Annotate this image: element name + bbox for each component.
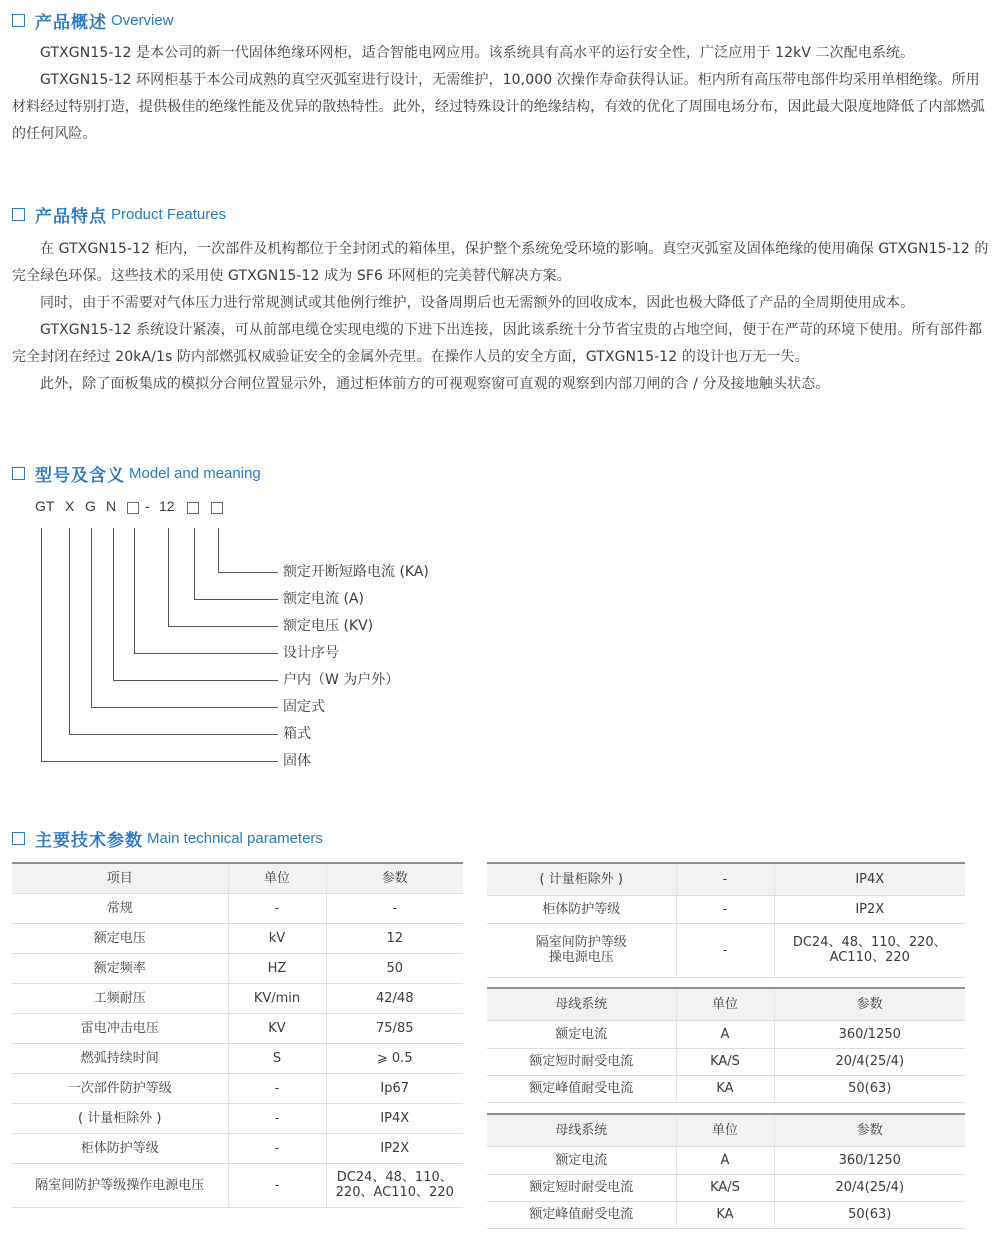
table-header-cell: 单位	[676, 1114, 774, 1146]
features-title-zh: 产品特点	[35, 206, 107, 227]
table-cell: A	[676, 1146, 774, 1174]
table-cell: KA/S	[676, 1174, 774, 1201]
model-code-char: N	[106, 498, 117, 514]
table-cell: 额定电流	[487, 1020, 676, 1048]
table-cell: 额定短时耐受电流	[487, 1174, 676, 1201]
table-header-cell: IP4X	[774, 863, 965, 895]
table-cell: -	[676, 895, 774, 923]
model-title-zh: 型号及含义	[35, 465, 125, 486]
table-header-row	[12, 863, 463, 893]
table-cell: KA/S	[676, 1048, 774, 1075]
params-heading	[12, 826, 323, 850]
table-cell: Ip67	[326, 1073, 463, 1103]
model-code-char: G	[85, 498, 96, 514]
table-cell: 工频耐压	[12, 983, 228, 1013]
overview-heading	[12, 8, 174, 32]
tree-line	[114, 528, 279, 681]
table-cell: 额定电压	[12, 923, 228, 953]
params-table-right-2	[487, 987, 965, 1103]
table-cell: -	[326, 893, 463, 923]
table-header-cell: 单位	[676, 988, 774, 1020]
table-cell: 额定短时耐受电流	[487, 1048, 676, 1075]
overview-paragraph: GTXGN15-12 环网柜基于本公司成熟的真空灭弧室进行设计，无需维护，10,000 次操作寿命获得认证。柜内所有高压带电部件均采用单相绝缘。所用材料经过特别打造，提供极佳的绝缘性能及优异的散热特性。此外，经过特殊设计的绝缘结构，有效的优化了周围电场分布，因此最大限度地降低了内部燃弧的任何风险。	[12, 72, 985, 142]
table-row	[487, 1075, 965, 1102]
model-code-char: X	[65, 498, 75, 514]
table-cell: KA	[676, 1075, 774, 1102]
features-paragraph: 同时，由于不需要对气体压力进行常规测试或其他例行维护，设备周期后也无需额外的回收成本，因此也极大降低了产品的全周期使用成本。	[40, 295, 915, 311]
table-header-row	[487, 863, 965, 895]
table-cell: -	[676, 923, 774, 977]
table-cell: 一次部件防护等级	[12, 1073, 228, 1103]
table-cell: 额定电流	[487, 1146, 676, 1174]
table-cell: 20/4(25/4)	[774, 1174, 965, 1201]
overview-title-zh: 产品概述	[35, 12, 107, 33]
table-header-row	[487, 1114, 965, 1146]
table-cell: HZ	[228, 953, 326, 983]
features-body	[12, 236, 992, 398]
model-code-box	[187, 502, 199, 514]
heading-box-icon	[12, 467, 25, 480]
table-cell: 额定频率	[12, 953, 228, 983]
table-cell: 隔室间防护等级操作电源电压	[12, 1163, 228, 1207]
table-cell: 50(63)	[774, 1075, 965, 1102]
table-cell: 隔室间防护等级 操电源电压	[487, 923, 676, 977]
table-row	[12, 1013, 463, 1043]
params-title-en: Main technical parameters	[147, 829, 323, 847]
features-paragraph: 此外，除了面板集成的模拟分合闸位置显示外，通过柜体前方的可视观察窗可直观的观察到内部刀闸的合 / 分及接地触头状态。	[40, 376, 830, 392]
table-cell: 12	[326, 923, 463, 953]
heading-box-icon	[12, 832, 25, 845]
model-meaning: 户内（W 为户外）	[283, 672, 400, 688]
features-heading	[12, 202, 226, 226]
table-cell: -	[228, 1073, 326, 1103]
params-table-right-3	[487, 1113, 965, 1229]
table-cell: 额定峰值耐受电流	[487, 1075, 676, 1102]
tree-line	[195, 528, 279, 600]
table-cell: 360/1250	[774, 1020, 965, 1048]
tree-line	[135, 528, 279, 654]
table-header-cell: 参数	[774, 1114, 965, 1146]
model-code-char: -	[145, 498, 150, 514]
model-heading	[12, 461, 261, 485]
table-cell: -	[228, 1163, 326, 1207]
table-cell: kV	[228, 923, 326, 953]
table-cell: 42/48	[326, 983, 463, 1013]
table-header-cell: -	[676, 863, 774, 895]
table-row	[487, 923, 965, 977]
table-cell: ⩾ 0.5	[326, 1043, 463, 1073]
table-cell: ( 计量柜除外 )	[12, 1103, 228, 1133]
table-header-cell: ( 计量柜除外 )	[487, 863, 676, 895]
overview-paragraph: GTXGN15-12 是本公司的新一代固体绝缘环网柜，适合智能电网应用。该系统具有高水平的运行安全性，广泛应用于 12kV 二次配电系统。	[40, 45, 915, 61]
table-row	[12, 1043, 463, 1073]
table-cell: 20/4(25/4)	[774, 1048, 965, 1075]
table-cell: -	[228, 893, 326, 923]
table-cell: DC24、48、110、220、 AC110、220	[774, 923, 965, 977]
model-code-box	[211, 502, 223, 514]
table-row	[487, 1048, 965, 1075]
table-cell: 柜体防护等级	[487, 895, 676, 923]
table-cell: 雷电冲击电压	[12, 1013, 228, 1043]
table-row	[487, 895, 965, 923]
table-cell: IP2X	[326, 1133, 463, 1163]
table-row	[12, 953, 463, 983]
overview-title-en: Overview	[111, 11, 174, 29]
model-tree-lines	[0, 520, 300, 770]
table-cell: KV/min	[228, 983, 326, 1013]
table-row	[487, 1174, 965, 1201]
table-cell: KV	[228, 1013, 326, 1043]
table-cell: 50	[326, 953, 463, 983]
table-header-cell: 参数	[326, 863, 463, 893]
table-cell: IP2X	[774, 895, 965, 923]
table-row	[12, 893, 463, 923]
model-code-char: GT	[35, 498, 55, 514]
model-code	[35, 498, 265, 518]
model-meaning: 额定电压 (KV)	[283, 618, 374, 634]
table-row	[487, 1020, 965, 1048]
table-header-cell: 母线系统	[487, 1114, 676, 1146]
table-header-cell: 项目	[12, 863, 228, 893]
overview-body	[12, 40, 992, 148]
model-meaning: 设计序号	[283, 645, 339, 661]
features-title-en: Product Features	[111, 205, 227, 223]
table-cell: IP4X	[326, 1103, 463, 1133]
table-row	[12, 1073, 463, 1103]
table-header-cell: 参数	[774, 988, 965, 1020]
params-table-left	[12, 862, 463, 1208]
table-row	[487, 1146, 965, 1174]
table-row	[12, 983, 463, 1013]
table-cell: 燃弧持续时间	[12, 1043, 228, 1073]
model-meaning: 额定开断短路电流 (KA)	[283, 564, 429, 580]
model-meaning: 箱式	[283, 726, 311, 742]
tree-line	[219, 528, 279, 573]
model-title-en: Model and meaning	[129, 464, 261, 482]
model-meaning: 额定电流 (A)	[283, 591, 364, 607]
table-cell: 50(63)	[774, 1201, 965, 1228]
heading-box-icon	[12, 208, 25, 221]
model-code-box	[127, 502, 139, 514]
table-row	[12, 923, 463, 953]
heading-box-icon	[12, 14, 25, 27]
table-cell: S	[228, 1043, 326, 1073]
table-cell: A	[676, 1020, 774, 1048]
table-header-cell: 母线系统	[487, 988, 676, 1020]
table-cell: 常规	[12, 893, 228, 923]
tree-line	[42, 528, 279, 762]
features-paragraph: GTXGN15-12 系统设计紧凑，可从前部电缆仓实现电缆的下进下出连接，因此该系统十分节省宝贵的占地空间，便于在严苛的环境下使用。所有部件都完全封闭在经过 20kA/1s 防内部燃弧权威验证安全的金属外壳里。在操作人员的安全方面，GTXGN15-12 的设计也万无一失。	[12, 322, 983, 365]
model-meaning: 固体	[283, 753, 311, 769]
table-cell: 额定峰值耐受电流	[487, 1201, 676, 1228]
params-table-right-1	[487, 862, 965, 978]
tree-line	[70, 528, 279, 735]
tree-line	[169, 528, 279, 627]
table-cell: 75/85	[326, 1013, 463, 1043]
table-cell: 360/1250	[774, 1146, 965, 1174]
params-title-zh: 主要技术参数	[35, 830, 143, 851]
model-code-char: 12	[159, 498, 175, 514]
table-cell: KA	[676, 1201, 774, 1228]
model-meaning: 固定式	[283, 699, 325, 715]
table-cell: 柜体防护等级	[12, 1133, 228, 1163]
table-row	[12, 1103, 463, 1133]
table-row	[12, 1133, 463, 1163]
table-cell: DC24、48、110、 220、AC110、220	[326, 1163, 463, 1207]
table-header-cell: 单位	[228, 863, 326, 893]
table-cell: -	[228, 1103, 326, 1133]
table-row	[12, 1163, 463, 1207]
features-paragraph: 在 GTXGN15-12 柜内，一次部件及机构都位于全封闭式的箱体里，保护整个系统免受环境的影响。真空灭弧室及固体绝缘的使用确保 GTXGN15-12 的完全绿色环保。这些技术的采用使 GTXGN15-12 成为 SF6 环网柜的完美替代解决方案。	[12, 241, 989, 284]
table-header-row	[487, 988, 965, 1020]
table-row	[487, 1201, 965, 1228]
table-cell: -	[228, 1133, 326, 1163]
